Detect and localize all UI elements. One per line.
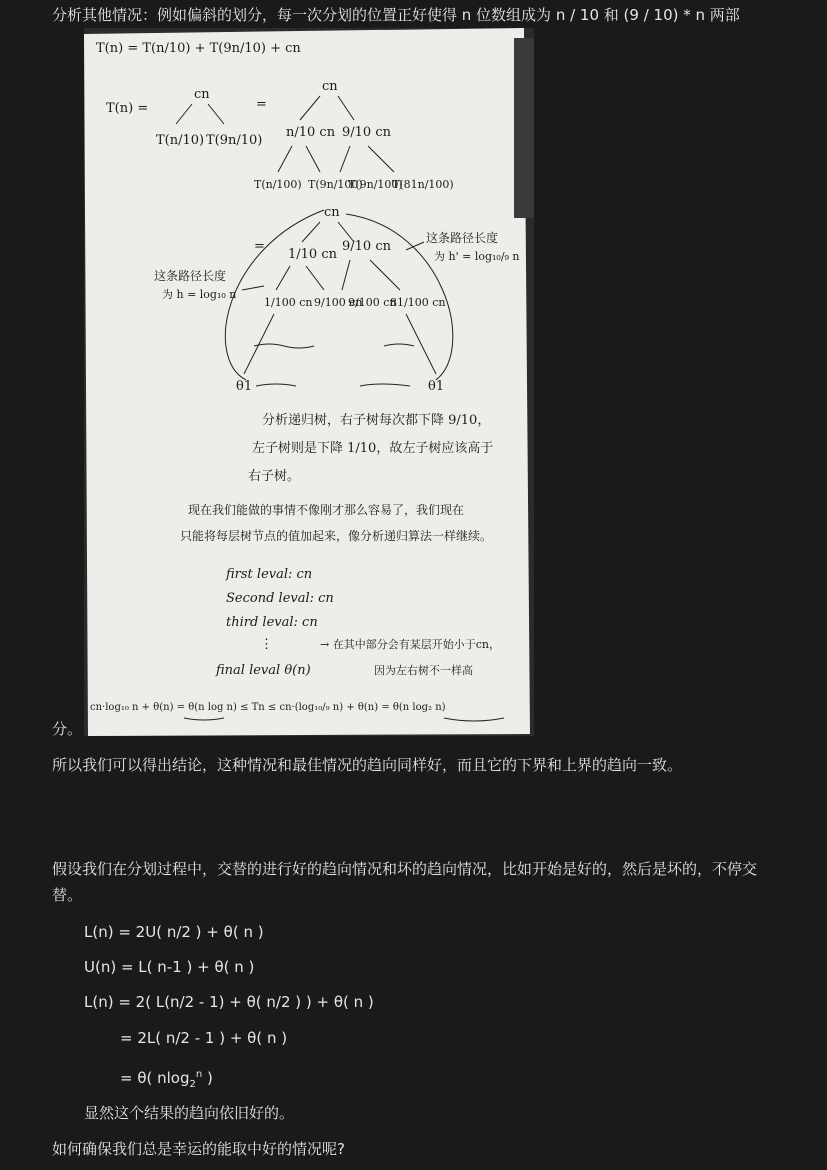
note-2: 左子树则是下降 1/10，故左子树应该高于 — [252, 441, 494, 456]
conclusion-paragraph: 所以我们可以得出结论，这种情况和最佳情况的趋向同样好，而且它的下界和上界的趋向一致。 — [52, 756, 683, 774]
level-dots: ⋮ — [260, 637, 273, 652]
eq5-prefix: = θ( nlog — [120, 1069, 190, 1087]
annot-right-2: 为 h' = log₁₀/₉ n — [434, 250, 520, 263]
eq5-suffix: ) — [202, 1069, 213, 1087]
tree3-right: 9/10 cn — [342, 239, 391, 254]
tree2-l2-d: T(81n/100) — [392, 178, 454, 191]
alternate-paragraph: 假设我们在分划过程中，交替的进行好的趋向情况和坏的趋向情况，比如开始是好的，然后是坏的，不停交替。 — [52, 860, 758, 904]
tree3-rr-c: 9/100 cn — [348, 296, 397, 309]
tree3-left: 1/10 cn — [288, 247, 337, 262]
tree3-rr-a: 1/100 cn — [264, 296, 313, 309]
annot-right-1: 这条路径长度 — [426, 231, 499, 245]
tree1-left: T(n/10) — [156, 133, 205, 148]
note-4: 现在我们能做的事情不像刚才那么容易了，我们现在 — [188, 503, 465, 517]
annot-left-1: 这条路径长度 — [154, 269, 227, 283]
eq-sign-1: = — [256, 97, 267, 112]
recurrence-line: T(n) = T(n/10) + T(9n/10) + cn — [96, 41, 301, 56]
equation-1: L(n) = 2U( n/2 ) + θ( n ) — [84, 923, 264, 941]
annot-left-2: 为 h = log₁₀ n — [162, 288, 237, 301]
tree1-right: T(9n/10) — [206, 133, 263, 148]
eq5-sub: 2 — [189, 1079, 196, 1090]
tree3-root: cn — [324, 205, 340, 220]
tree3-rr-d: 81/100 cn — [390, 296, 446, 309]
tree2-l2-a: T(n/100) — [254, 178, 302, 191]
theta-left: θ1 — [236, 379, 253, 394]
eq5-sup: n — [195, 1069, 203, 1080]
note-3: 右子树。 — [248, 469, 301, 484]
level-3: third leval: cn — [226, 615, 318, 630]
level-1: first leval: cn — [226, 567, 313, 582]
eq-sign-2: = — [254, 239, 265, 254]
note-1: 分析递归树，右子树每次都下降 9/10， — [262, 413, 491, 428]
tree1-root: cn — [194, 87, 210, 102]
equation-5 — [120, 1064, 213, 1096]
equation-2: U(n) = L( n-1 ) + θ( n ) — [84, 958, 255, 976]
level-2: Second leval: cn — [226, 591, 334, 606]
equation-4: = 2L( n/2 - 1 ) + θ( n ) — [120, 1029, 288, 1047]
tree2-left: n/10 cn — [286, 125, 336, 140]
level-final: final leval θ(n) — [216, 663, 311, 678]
result-note: 显然这个结果的趋向依旧好的。 — [84, 1104, 295, 1122]
level-note: → 在其中部分会有某层开始小于cn， — [320, 638, 500, 651]
tree2-l2-c: T(9n/100) — [348, 178, 403, 191]
t-root-label: T(n) = — [106, 101, 149, 116]
question-paragraph: 如何确保我们总是幸运的能取中好的情况呢? — [52, 1140, 345, 1158]
tree3-rr-b: 9/100 cn — [314, 296, 363, 309]
intro-line2: 分。 — [52, 720, 83, 738]
tree2-right: 9/10 cn — [342, 125, 391, 140]
tree2-l2-b: T(9n/100) — [308, 178, 363, 191]
intro-line1: 分析其他情况：例如偏斜的划分，每一次分划的位置正好使得 n 位数组成为 n / 10 和 (9 / 10) * n 两部 — [52, 6, 740, 24]
final-bound: cn·log₁₀ n + θ(n) = θ(n log n) ≤ Tn ≤ cn·(log₁₀/₉ n) + θ(n) = θ(n log₂ n) — [90, 702, 446, 713]
theta-right: θ1 — [428, 379, 445, 394]
level-final-note: 因为左右树不一样高 — [374, 664, 473, 677]
tree2-root: cn — [322, 79, 338, 94]
equation-3: L(n) = 2( L(n/2 - 1) + θ( n/2 ) ) + θ( n ) — [84, 993, 374, 1011]
note-5: 只能将每层树节点的值加起来，像分析递归算法一样继续。 — [180, 529, 493, 543]
handwritten-notes-photo — [84, 28, 534, 736]
